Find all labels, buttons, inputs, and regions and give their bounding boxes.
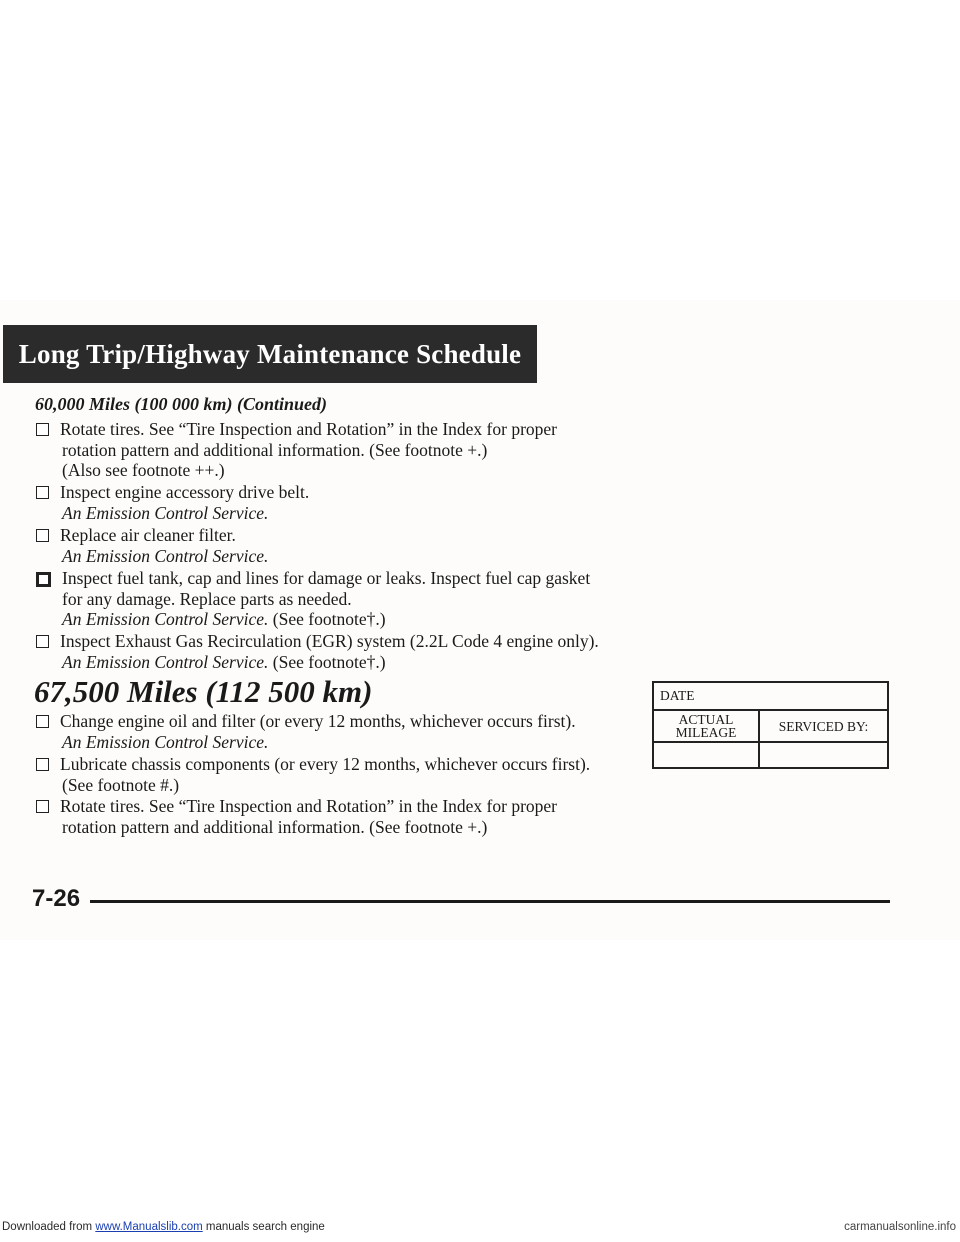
emission-note: An Emission Control Service. <box>62 502 269 523</box>
section-banner <box>3 325 537 383</box>
checklist-item: Inspect Exhaust Gas Recirculation (EGR) system (2.2L Code 4 engine only). An Emission Control Service. (See footnote†.) <box>35 631 599 672</box>
serviced-by-header: SERVICED BY: <box>759 710 888 742</box>
manualslib-link[interactable]: www.Manualslib.com <box>95 1221 203 1233</box>
checklist-item: Rotate tires. See “Tire Inspection and Rotation” in the Index for proper rotation pattern and additional information. (See footnote +.) <box>35 796 557 837</box>
checkbox-icon[interactable] <box>36 423 49 436</box>
checkbox-icon[interactable] <box>36 635 49 648</box>
banner-title: Long Trip/Highway Maintenance Schedule <box>18 338 522 369</box>
actual-mileage-entry[interactable] <box>653 742 759 768</box>
checkbox-icon[interactable] <box>36 572 51 587</box>
emission-note: An Emission Control Service. <box>62 651 269 672</box>
page-number: 7-26 <box>32 885 81 912</box>
continued-heading: 60,000 Miles (100 000 km) (Continued) <box>35 394 328 414</box>
checklist-item: Change engine oil and filter (or every 12 months, whichever occurs first). An Emission Control Service. <box>35 711 576 752</box>
checkbox-icon[interactable] <box>36 758 49 771</box>
checklist-item: Rotate tires. See “Tire Inspection and Rotation” in the Index for proper rotation pattern and additional information. (See footnote +.) (Also see footnote ++.) <box>35 419 557 481</box>
checkbox-icon[interactable] <box>36 715 49 728</box>
mileage-heading: 67,500 Miles (112 500 km) <box>34 674 373 709</box>
serviced-by-entry[interactable] <box>759 742 888 768</box>
checkbox-icon[interactable] <box>36 486 49 499</box>
checklist-item: Replace air cleaner filter. An Emission Control Service. <box>35 525 268 566</box>
checklist-item: Lubricate chassis components (or every 12 months, whichever occurs first). (See footnote #.) <box>35 754 590 795</box>
footer-rule <box>90 900 890 903</box>
service-record-table <box>652 681 889 769</box>
emission-note: An Emission Control Service. <box>62 609 269 629</box>
actual-mileage-header: ACTUAL MILEAGE <box>653 710 759 742</box>
emission-note: An Emission Control Service. <box>62 731 269 752</box>
checkbox-icon[interactable] <box>36 800 49 813</box>
checkbox-icon[interactable] <box>36 529 49 542</box>
download-bar: Downloaded from www.Manualslib.com manuals search engine carmanualsonline.info <box>2 1221 956 1233</box>
watermark: carmanualsonline.info <box>844 1221 956 1233</box>
emission-note: An Emission Control Service. <box>62 545 269 566</box>
checklist-item: Inspect fuel tank, cap and lines for damage or leaks. Inspect fuel cap gasket for any damage. Replace parts as needed. An Emission Control Service. (See footnote†.) <box>35 568 590 630</box>
checklist-item: Inspect engine accessory drive belt. An Emission Control Service. <box>35 482 309 523</box>
date-cell[interactable]: DATE <box>653 682 888 710</box>
